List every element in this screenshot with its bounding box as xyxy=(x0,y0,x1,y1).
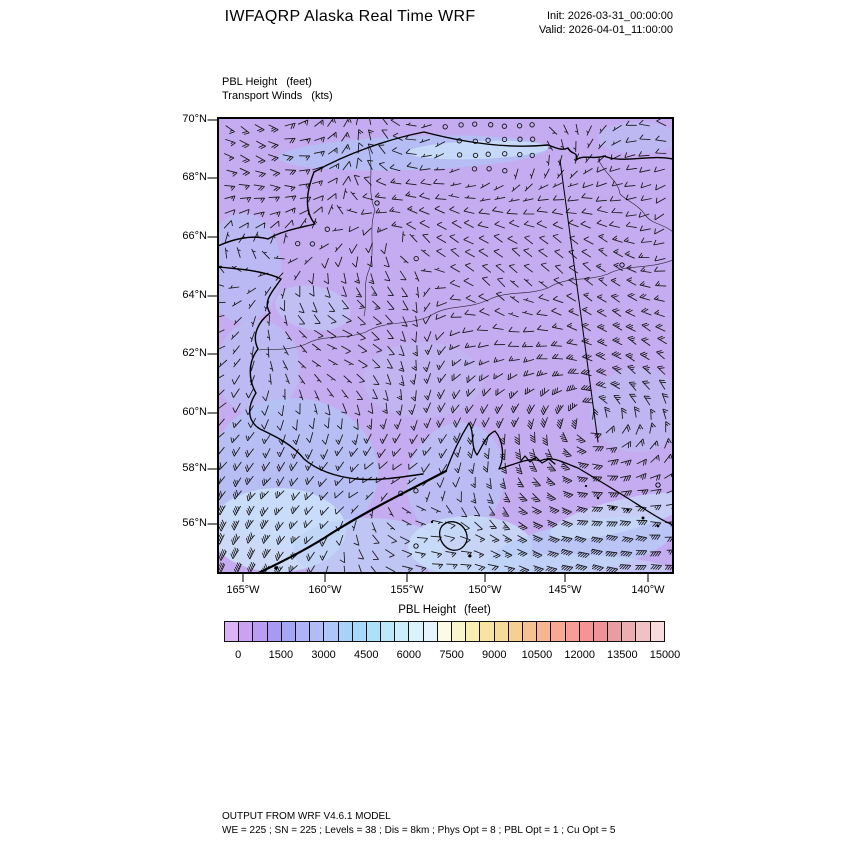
island-dot xyxy=(236,579,240,583)
lat-tick-label: 70°N xyxy=(182,113,207,125)
lat-tick-label: 60°N xyxy=(182,406,207,418)
colorbar-title xyxy=(224,604,665,616)
colorbar-cell xyxy=(451,621,466,642)
colorbar-tick-label: 1500 xyxy=(268,649,294,661)
colorbar-cell xyxy=(522,621,537,642)
island-dot xyxy=(469,555,472,558)
colorbar-cell xyxy=(224,621,239,642)
wrf-map xyxy=(204,112,686,584)
colorbar-cell xyxy=(437,621,452,642)
colorbar-cell xyxy=(607,621,622,642)
colorbar-tick-label: 0 xyxy=(235,649,242,661)
lon-tick-label: 160°W xyxy=(308,584,342,596)
colorbar-cell xyxy=(635,621,650,642)
island-dot xyxy=(597,497,599,499)
lat-tick-label: 66°N xyxy=(182,230,207,242)
colorbar-cell xyxy=(494,621,509,642)
colorbar-cell xyxy=(281,621,296,642)
lat-tick-label: 56°N xyxy=(182,517,207,529)
colorbar-tick-label: 4500 xyxy=(354,649,379,661)
colorbar xyxy=(224,621,665,642)
colorbar-cell xyxy=(394,621,409,642)
colorbar-unit: (feet) xyxy=(463,604,491,616)
pbl-shading-patch xyxy=(205,213,281,323)
field2-name: Transport Winds xyxy=(222,90,303,102)
footer-line2: WE = 225 ; SN = 225 ; Levels = 38 ; Dis = 8km ; Phys Opt = 8 ; PBL Opt = 1 ; Cu Opt = 5 xyxy=(222,824,616,836)
colorbar-cell xyxy=(550,621,565,642)
colorbar-cell xyxy=(323,621,338,642)
colorbar-cell xyxy=(309,621,324,642)
colorbar-tick-label: 12000 xyxy=(564,649,595,661)
lon-tick-label: 155°W xyxy=(390,584,424,596)
colorbar-cell xyxy=(338,621,353,642)
colorbar-cell xyxy=(366,621,381,642)
colorbar-cell xyxy=(465,621,480,642)
map-panel xyxy=(204,112,686,584)
colorbar-tick-label: 6000 xyxy=(396,649,422,661)
island-dot xyxy=(612,507,615,510)
pbl-shading-patch xyxy=(598,122,678,154)
colorbar-tick-label: 3000 xyxy=(311,649,336,661)
model-footer xyxy=(222,810,615,837)
island-dot xyxy=(642,517,645,520)
lat-tick-label: 58°N xyxy=(182,462,207,474)
island-dot xyxy=(627,509,629,511)
colorbar-tick-label: 9000 xyxy=(482,649,507,661)
colorbar-cell xyxy=(252,621,267,642)
colorbar-cell xyxy=(380,621,395,642)
lat-tick-label: 64°N xyxy=(182,289,207,301)
lon-tick-label: 145°W xyxy=(548,584,582,596)
timestamps xyxy=(440,9,673,37)
island-dot xyxy=(657,525,660,528)
colorbar-cell xyxy=(536,621,551,642)
colorbar-tick-label: 7500 xyxy=(439,649,464,661)
colorbar-cell xyxy=(579,621,594,642)
colorbar-tick-label: 10500 xyxy=(521,649,553,661)
colorbar-cell xyxy=(352,621,367,642)
field1-unit: (feet) xyxy=(286,76,312,88)
colorbar-cell xyxy=(238,621,253,642)
pbl-shading-patch xyxy=(590,368,686,452)
plot-title: IWFAQRP Alaska Real Time WRF xyxy=(224,8,476,25)
lon-tick-label: 140°W xyxy=(631,584,665,596)
field-labels xyxy=(222,75,333,103)
pbl-shading-patch xyxy=(363,342,483,418)
colorbar-cell xyxy=(508,621,523,642)
colorbar-cell xyxy=(408,621,423,642)
colorbar-cell xyxy=(593,621,608,642)
colorbar-cell xyxy=(565,621,580,642)
field-label-winds xyxy=(222,89,333,103)
colorbar-tick-label: 15000 xyxy=(649,649,681,661)
lon-tick-label: 150°W xyxy=(468,584,502,596)
footer-line1: OUTPUT FROM WRF V4.6.1 MODEL xyxy=(222,811,391,822)
lon-tick-label: 165°W xyxy=(226,584,260,596)
field2-unit: (kts) xyxy=(311,90,333,102)
valid-time: Valid: 2026-04-01_11:00:00 xyxy=(538,24,673,36)
lat-tick-label: 62°N xyxy=(182,347,207,359)
colorbar-cell xyxy=(479,621,494,642)
island-dot xyxy=(431,521,433,523)
field1-name: PBL Height xyxy=(222,76,278,88)
field-label-pbl xyxy=(222,75,333,89)
colorbar-cell xyxy=(267,621,282,642)
init-time: Init: 2026-03-31_00:00:00 xyxy=(547,10,673,22)
colorbar-cell xyxy=(621,621,636,642)
island-dot xyxy=(585,485,587,487)
colorbar-cell xyxy=(650,621,665,642)
island-dot xyxy=(274,566,278,570)
colorbar-title-text: PBL Height xyxy=(398,604,456,616)
colorbar-tick-label: 13500 xyxy=(607,649,638,661)
map-layers xyxy=(205,114,686,584)
lat-tick-label: 68°N xyxy=(182,171,207,183)
colorbar-cell xyxy=(295,621,310,642)
colorbar-cell xyxy=(423,621,438,642)
